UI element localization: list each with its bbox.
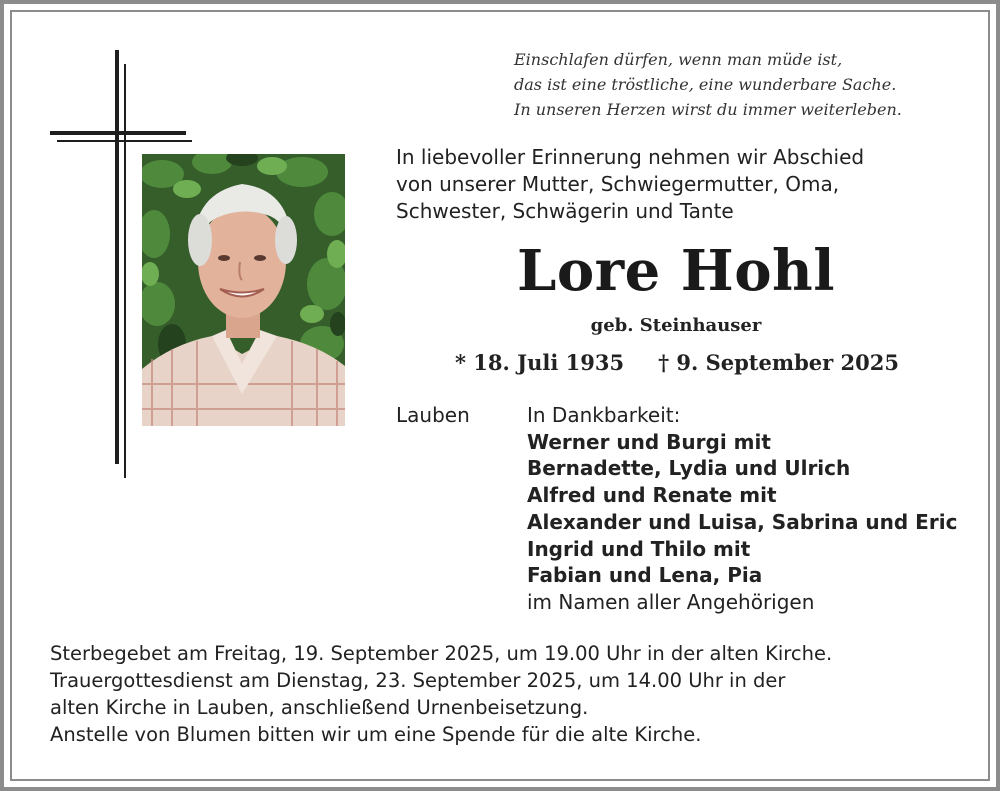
- mourner-line: Ingrid und Thilo mit: [527, 536, 751, 561]
- mourners-footer: im Namen aller Angehörigen: [527, 589, 815, 614]
- portrait-photo: [142, 154, 345, 426]
- mourner-line: Bernadette, Lydia und Ulrich: [527, 456, 851, 481]
- note-line: Anstelle von Blumen bitten wir um eine Spende für die alte Kirche.: [50, 723, 702, 746]
- motto-verse: [514, 47, 954, 122]
- intro-line: In liebevoller Erinnerung nehmen wir Abschied: [396, 145, 865, 169]
- cross-vertical-shadow: [124, 64, 126, 478]
- note-line: Sterbegebet am Freitag, 19. September 2025, um 19.00 Uhr in der alten Kirche.: [50, 642, 833, 665]
- residence-place: Lauben: [396, 403, 470, 427]
- mourners-heading: In Dankbarkeit:: [527, 403, 681, 427]
- service-notes: [50, 640, 970, 748]
- motto-line: In unseren Herzen wirst du immer weiterleben.: [514, 100, 902, 119]
- mourner-line: Alexander und Luisa, Sabrina und Eric: [527, 509, 958, 534]
- cross-vertical-bar: [115, 50, 119, 464]
- life-dates: [455, 349, 935, 377]
- intro-text: [396, 144, 956, 225]
- mourner-line: Fabian und Lena, Pia: [527, 563, 763, 588]
- intro-line: Schwester, Schwägerin und Tante: [396, 199, 734, 223]
- motto-line: Einschlafen dürfen, wenn man müde ist,: [514, 50, 843, 69]
- cross-horizontal-shadow: [57, 140, 192, 142]
- cross-horizontal-bar: [50, 131, 186, 135]
- intro-line: von unserer Mutter, Schwiegermutter, Oma,: [396, 172, 840, 196]
- note-line: Trauergottesdienst am Dienstag, 23. September 2025, um 14.00 Uhr in der: [50, 669, 786, 692]
- deceased-name: Lore Hohl: [516, 238, 836, 304]
- mourner-line: Werner und Burgi mit: [527, 429, 771, 454]
- death-date: † 9. September 2025: [658, 350, 899, 375]
- mourner-line: Alfred und Renate mit: [527, 483, 777, 508]
- birth-name: geb. Steinhauser: [590, 315, 762, 336]
- birth-date: * 18. Juli 1935: [455, 350, 625, 375]
- mourners-list: [527, 402, 957, 616]
- motto-line: das ist eine tröstliche, eine wunderbare Sache.: [514, 75, 897, 94]
- note-line: alten Kirche in Lauben, anschließend Urnenbeisetzung.: [50, 696, 589, 719]
